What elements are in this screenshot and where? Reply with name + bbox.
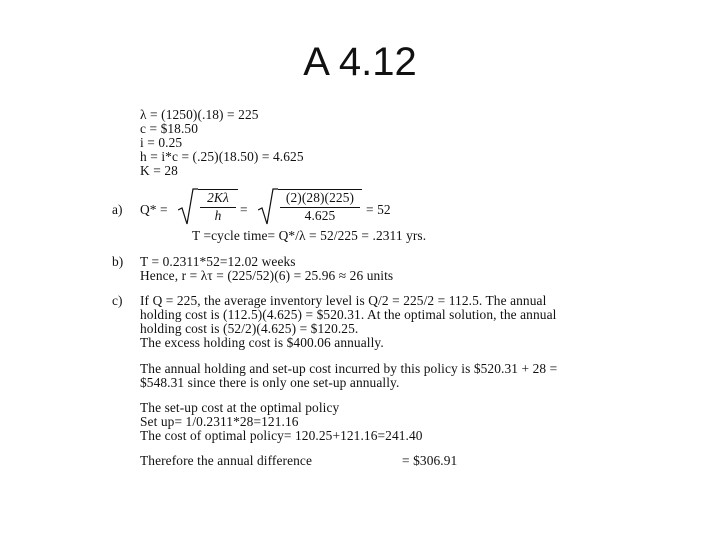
part-c-line: The set-up cost at the optimal policy (140, 400, 340, 415)
given-lambda: λ = (1250)(.18) = 225 (140, 107, 259, 122)
fraction1-denominator: h (214, 208, 222, 223)
equals-sign: = (240, 202, 248, 217)
part-c-line: The excess holding cost is $400.06 annually. (140, 335, 384, 350)
part-c-label: c) (112, 293, 123, 308)
given-i: i = 0.25 (140, 135, 183, 150)
part-c-line: The annual holding and set-up cost incurred by this policy is $520.31 + 28 = (140, 361, 558, 376)
fraction2-denominator: 4.625 (304, 208, 336, 223)
part-c-line: holding cost is (112.5)(4.625) = $520.31. At the optimal solution, the annual (140, 307, 557, 322)
part-a-label: a) (112, 202, 123, 217)
part-c-line: holding cost is (52/2)(4.625) = $120.25. (140, 321, 359, 336)
q-star-result: = 52 (366, 202, 391, 217)
fraction2-numerator: (2)(28)(225) (285, 190, 355, 205)
sqrt-symbol-2 (258, 188, 278, 226)
given-k: K = 28 (140, 163, 178, 178)
part-b-line2: Hence, r = λτ = (225/52)(6) = 25.96 ≈ 26 units (140, 268, 394, 283)
slide-title: A 4.12 (303, 40, 417, 84)
solution-document (112, 108, 682, 468)
part-c-line: If Q = 225, the average inventory level is Q/2 = 225/2 = 112.5. The annual (140, 293, 547, 308)
cycle-time-line: T =cycle time= Q*/λ = 52/225 = .2311 yrs. (192, 228, 427, 243)
annual-difference-value: = $306.91 (402, 453, 458, 468)
part-c-line: $548.31 since there is only one set-up annually. (140, 375, 400, 390)
part-c-line: The cost of optimal policy= 120.25+121.16=241.40 (140, 428, 423, 443)
fraction1-numerator: 2Kλ (207, 190, 229, 205)
given-h: h = i*c = (.25)(18.50) = 4.625 (140, 149, 304, 164)
part-c-line: Set up= 1/0.2311*28=121.16 (140, 414, 299, 429)
q-star-lhs: Q* = (140, 202, 168, 217)
given-c: c = $18.50 (140, 121, 199, 136)
part-c-line: Therefore the annual difference (140, 453, 312, 468)
part-b-label: b) (112, 254, 124, 269)
sqrt-symbol-1 (178, 188, 198, 226)
part-b-line1: T = 0.2311*52=12.02 weeks (140, 254, 296, 269)
